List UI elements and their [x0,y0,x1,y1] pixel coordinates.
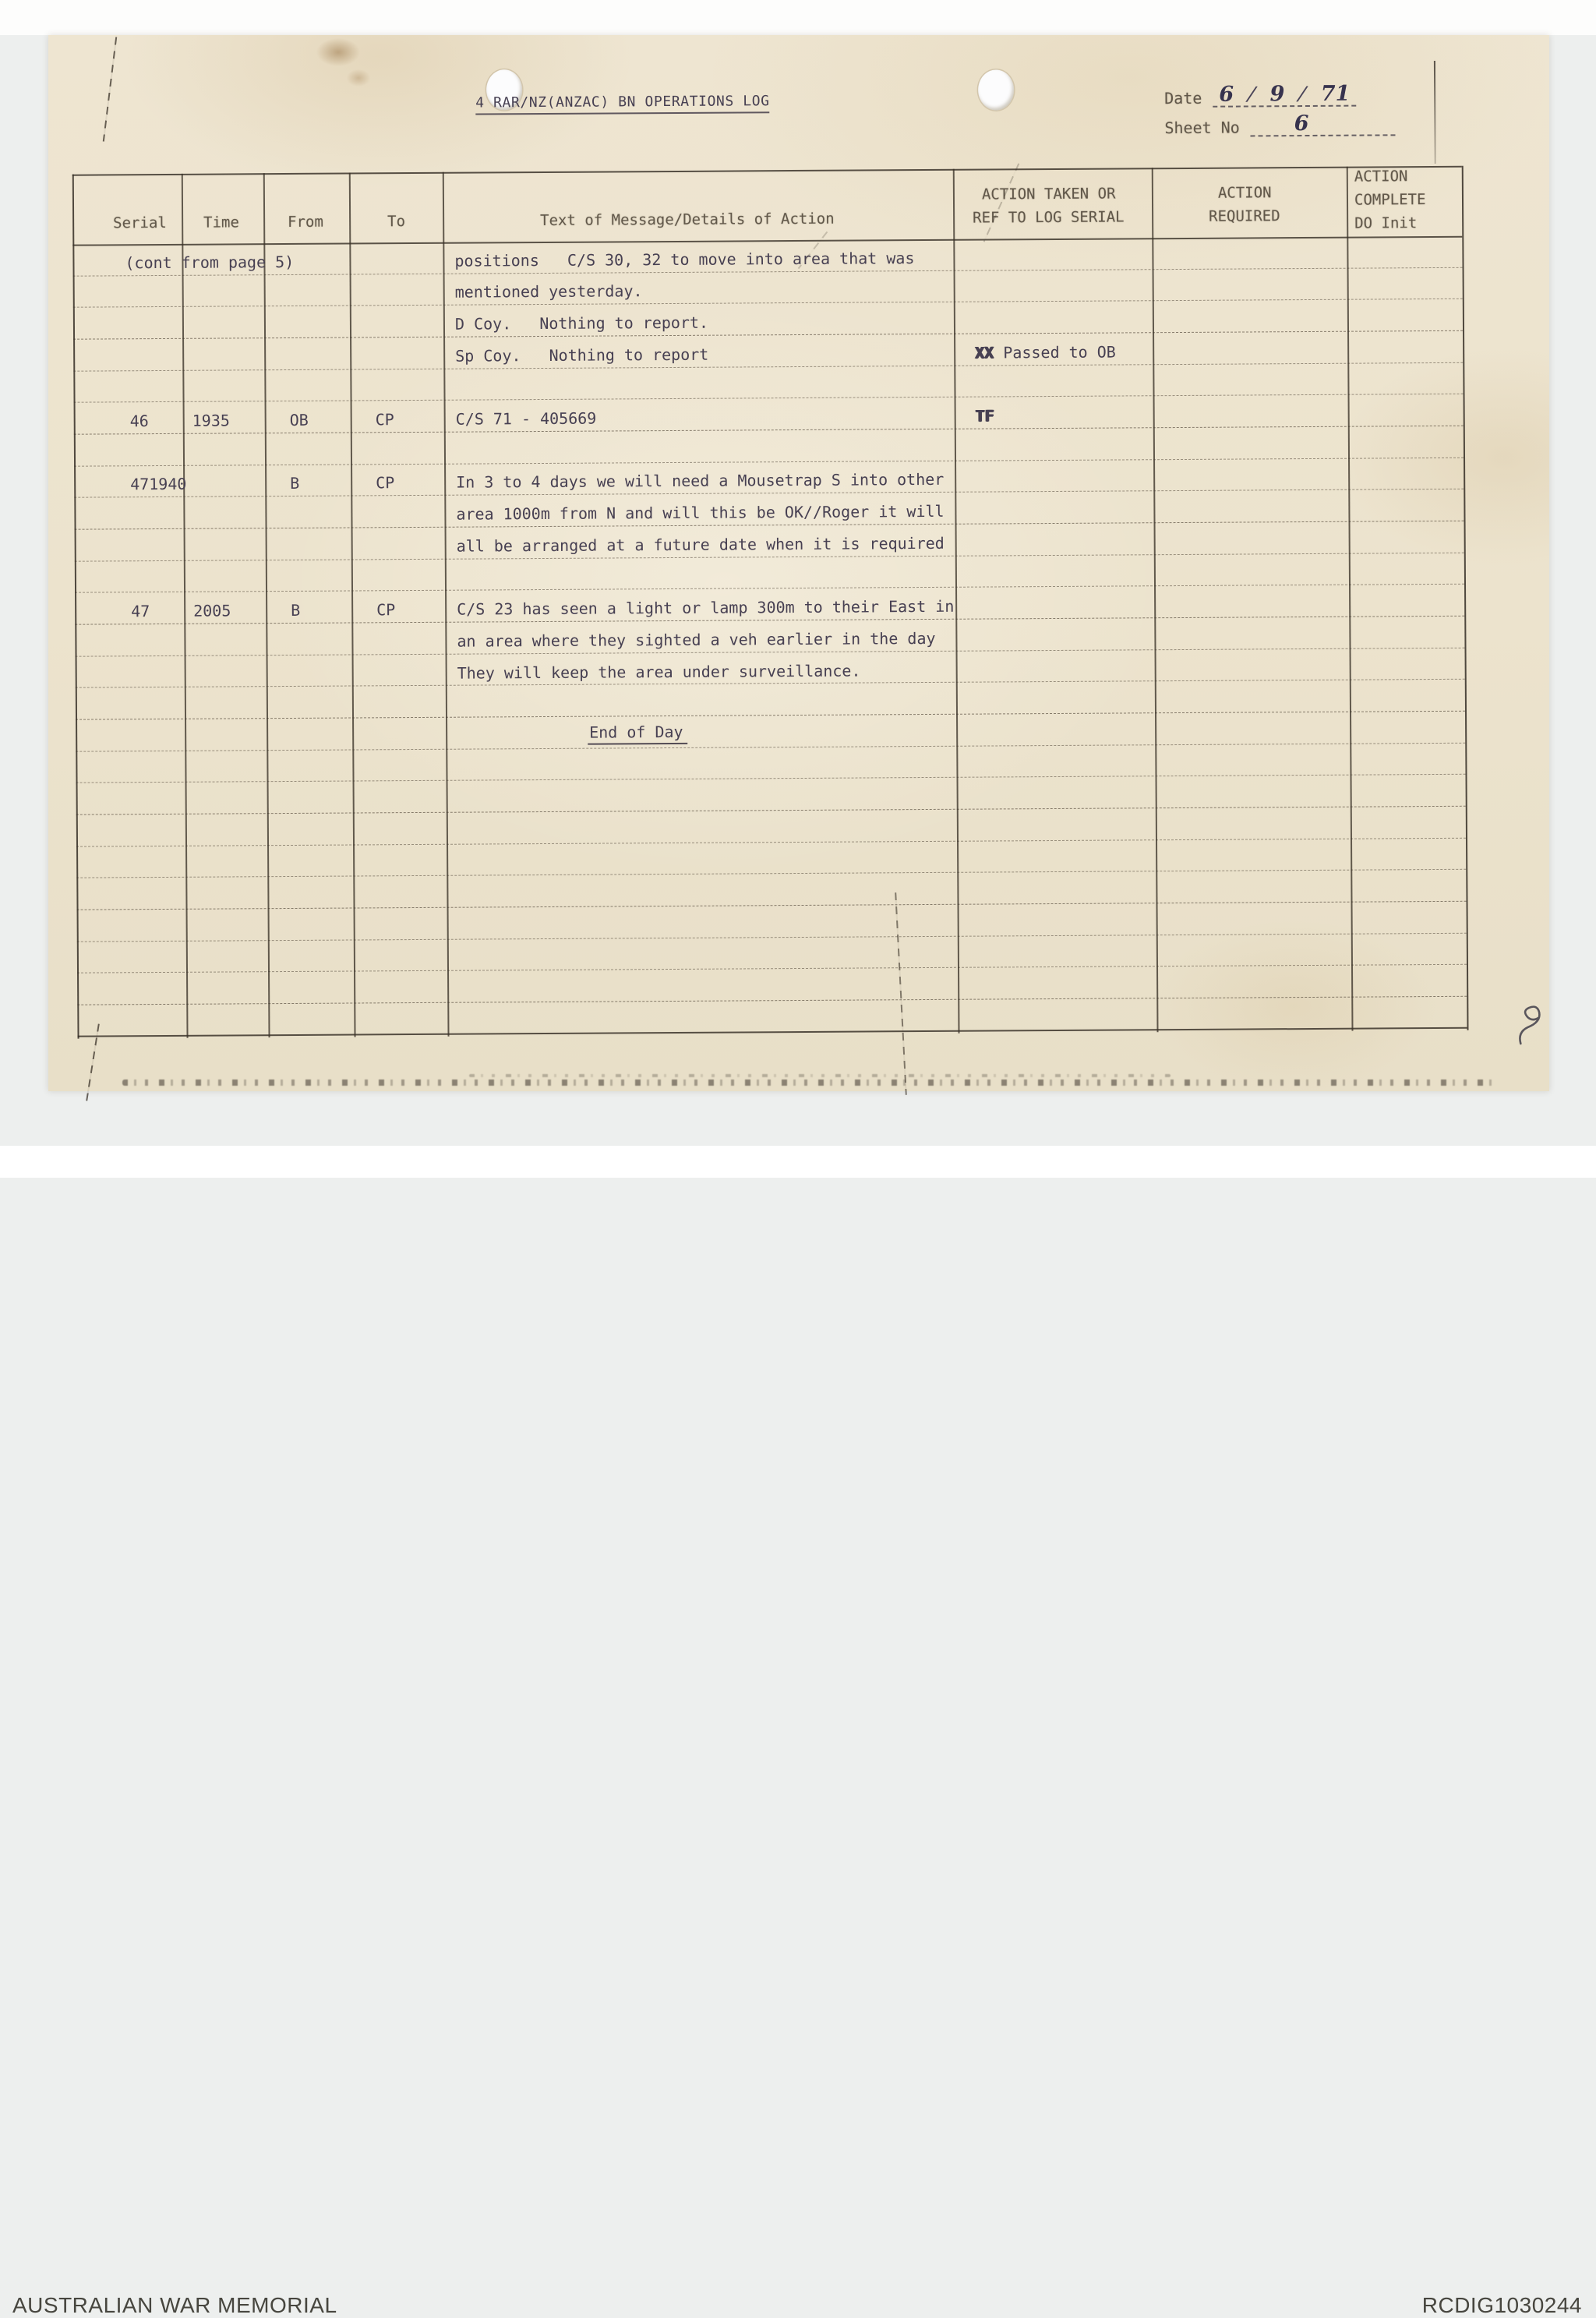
date-value [1213,83,1356,108]
punch-hole-right [978,69,1014,110]
log-message: End of Day [588,716,688,748]
date-year: 71 [1321,83,1351,104]
archive-org-label: AUSTRALIAN WAR MEMORIAL [12,2293,337,2318]
col-header-text: Text of Message/Details of Action [540,210,835,229]
log-message: Sp Coy. Nothing to report [455,336,708,369]
col-header-time: Time [203,214,239,231]
col-header-serial: Serial [113,214,167,231]
log-serial: 47 [131,593,150,625]
pencil-mark [1506,998,1559,1060]
col-header-action-taken: REF TO LOG SERIAL [973,208,1125,226]
log-from: B [291,592,300,624]
log-serial: 47 [130,466,149,498]
log-message: all be arranged at a future date when it is required [457,525,945,559]
col-header-to: To [387,213,405,230]
date-slash: / [1244,83,1259,104]
log-time: 2005 [193,592,231,624]
sheet-number-field [1164,109,1396,137]
sheet-value-blank [1251,112,1396,136]
col-header-action-required: ACTION [1218,184,1272,201]
date-field [1164,80,1356,108]
log-message: mentioned yesterday. [455,273,643,306]
scanned-document-page [48,35,1549,1091]
log-from: B [290,465,299,497]
log-serial: 46 [130,402,149,434]
scanner-top-strip [0,0,1596,35]
date-month: 9 [1270,83,1285,104]
log-from: OB [290,401,309,433]
log-message: D Coy. Nothing to report. [455,304,708,337]
log-message: an area where they sighted a veh earlier in the day [457,620,935,654]
log-time: 1940 [149,466,186,498]
log-to: CP [376,465,394,496]
continuation-note: (cont from page 5) [125,243,294,276]
date-day: 6 [1219,84,1234,105]
date-label: Date [1164,89,1202,108]
entries-layer [47,235,1552,1038]
col-header-action-complete: DO Init [1354,214,1417,231]
log-message: In 3 to 4 days we will need a Mousetrap S into other [456,461,944,496]
col-header-action-complete: COMPLETE [1354,191,1426,209]
log-message: C/S 23 has seen a light or lamp 300m to their East in [457,588,954,623]
archive-record-id: RCDIG1030244 [1422,2293,1582,2318]
stray-pen-line [1434,61,1436,164]
log-to: CP [376,592,395,624]
sheet-label: Sheet No [1164,118,1239,138]
col-header-action-complete: ACTION [1354,168,1408,185]
table-header-row [72,166,1463,246]
bottom-edge-smudge [469,1074,1171,1077]
log-message: area 1000m from N and will this be OK//Roger it will [456,493,944,527]
col-header-action-required: REQUIRED [1209,207,1280,225]
bottom-edge-smudge [122,1079,1494,1086]
log-message: C/S 71 - 405669 [456,400,597,433]
sheet-value: 6 [1294,113,1309,134]
col-header-action-taken: ACTION TAKEN OR [982,186,1116,203]
document-title: 4 RAR/NZ(ANZAC) BN OPERATIONS LOG [475,93,770,115]
log-action-taken: XX Passed to OB [975,334,1116,366]
viewer-footer-bar [0,1146,1596,1178]
log-time: 1935 [192,402,230,434]
log-message: positions C/S 30, 32 to move into area that was [454,239,914,274]
log-to: CP [376,401,394,433]
date-slash: / [1294,83,1310,104]
log-action-taken: TF [976,398,994,429]
col-header-from: From [288,214,323,231]
log-message: They will keep the area under surveillance. [457,652,861,686]
